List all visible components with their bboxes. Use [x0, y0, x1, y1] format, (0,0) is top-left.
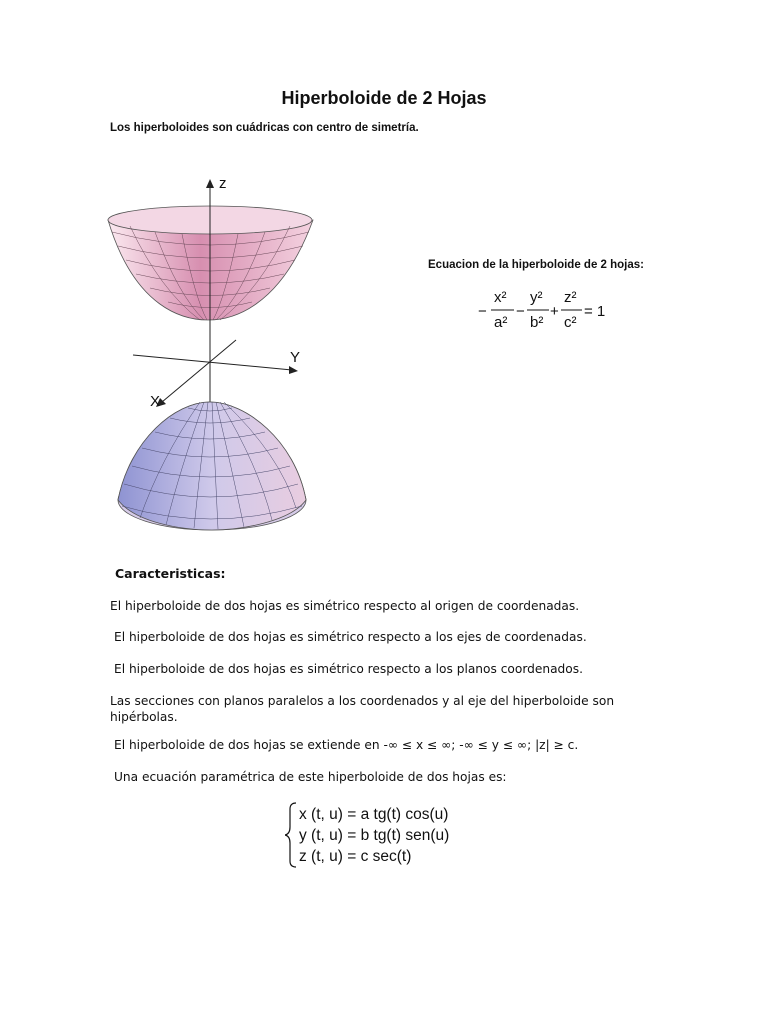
term2-denominator: b²: [530, 314, 544, 331]
y-axis: [133, 355, 298, 374]
characteristic-line: Las secciones con planos paralelos a los coordenados y al eje del hiperboloide son: [110, 694, 615, 708]
term3-denominator: c²: [564, 314, 577, 331]
left-brace: [285, 803, 296, 867]
lower-sheet: [118, 402, 306, 530]
parametric-y: y (t, u) = b tg(t) sen(u): [299, 827, 450, 844]
equation-label: Ecuacion de la hiperboloide de 2 hojas:: [428, 259, 644, 271]
z-axis-label: z: [219, 175, 227, 192]
equation-minus-2: −: [516, 303, 525, 320]
characteristic-line: El hiperboloide de dos hojas se extiende en -∞ ≤ x ≤ ∞; -∞ ≤ y ≤ ∞; |z| ≥ c.: [114, 738, 579, 752]
x-axis: [156, 340, 236, 407]
characteristic-line: hipérbolas.: [110, 710, 178, 724]
characteristics-heading: Caracteristicas:: [115, 566, 226, 581]
x-axis-label: X: [150, 393, 161, 410]
term2-numerator: y²: [530, 289, 543, 306]
term1-denominator: a²: [494, 314, 508, 331]
term1-numerator: x²: [494, 289, 507, 306]
parametric-x: x (t, u) = a tg(t) cos(u): [299, 806, 449, 823]
equation-rhs: = 1: [584, 303, 606, 320]
parametric-equations: [285, 800, 485, 870]
hyperboloid-equation: [472, 285, 622, 337]
page-title: Hiperboloide de 2 Hojas: [281, 88, 487, 108]
characteristic-line: El hiperboloide de dos hojas es simétrico respecto a los ejes de coordenadas.: [114, 630, 587, 644]
parametric-z: z (t, u) = c sec(t): [299, 848, 412, 865]
characteristic-line: El hiperboloide de dos hojas es simétrico respecto al origen de coordenadas.: [110, 599, 580, 613]
equation-minus: −: [478, 303, 487, 320]
equation-plus: +: [550, 303, 559, 320]
characteristic-line: Una ecuación paramétrica de este hiperboloide de dos hojas es:: [114, 770, 507, 784]
intro-text: Los hiperboloides son cuádricas con centro de simetría.: [110, 122, 419, 134]
hyperboloid-figure: [100, 170, 325, 540]
y-axis-label: Y: [290, 349, 301, 366]
term3-numerator: z²: [564, 289, 577, 306]
characteristic-line: El hiperboloide de dos hojas es simétrico respecto a los planos coordenados.: [114, 662, 583, 676]
